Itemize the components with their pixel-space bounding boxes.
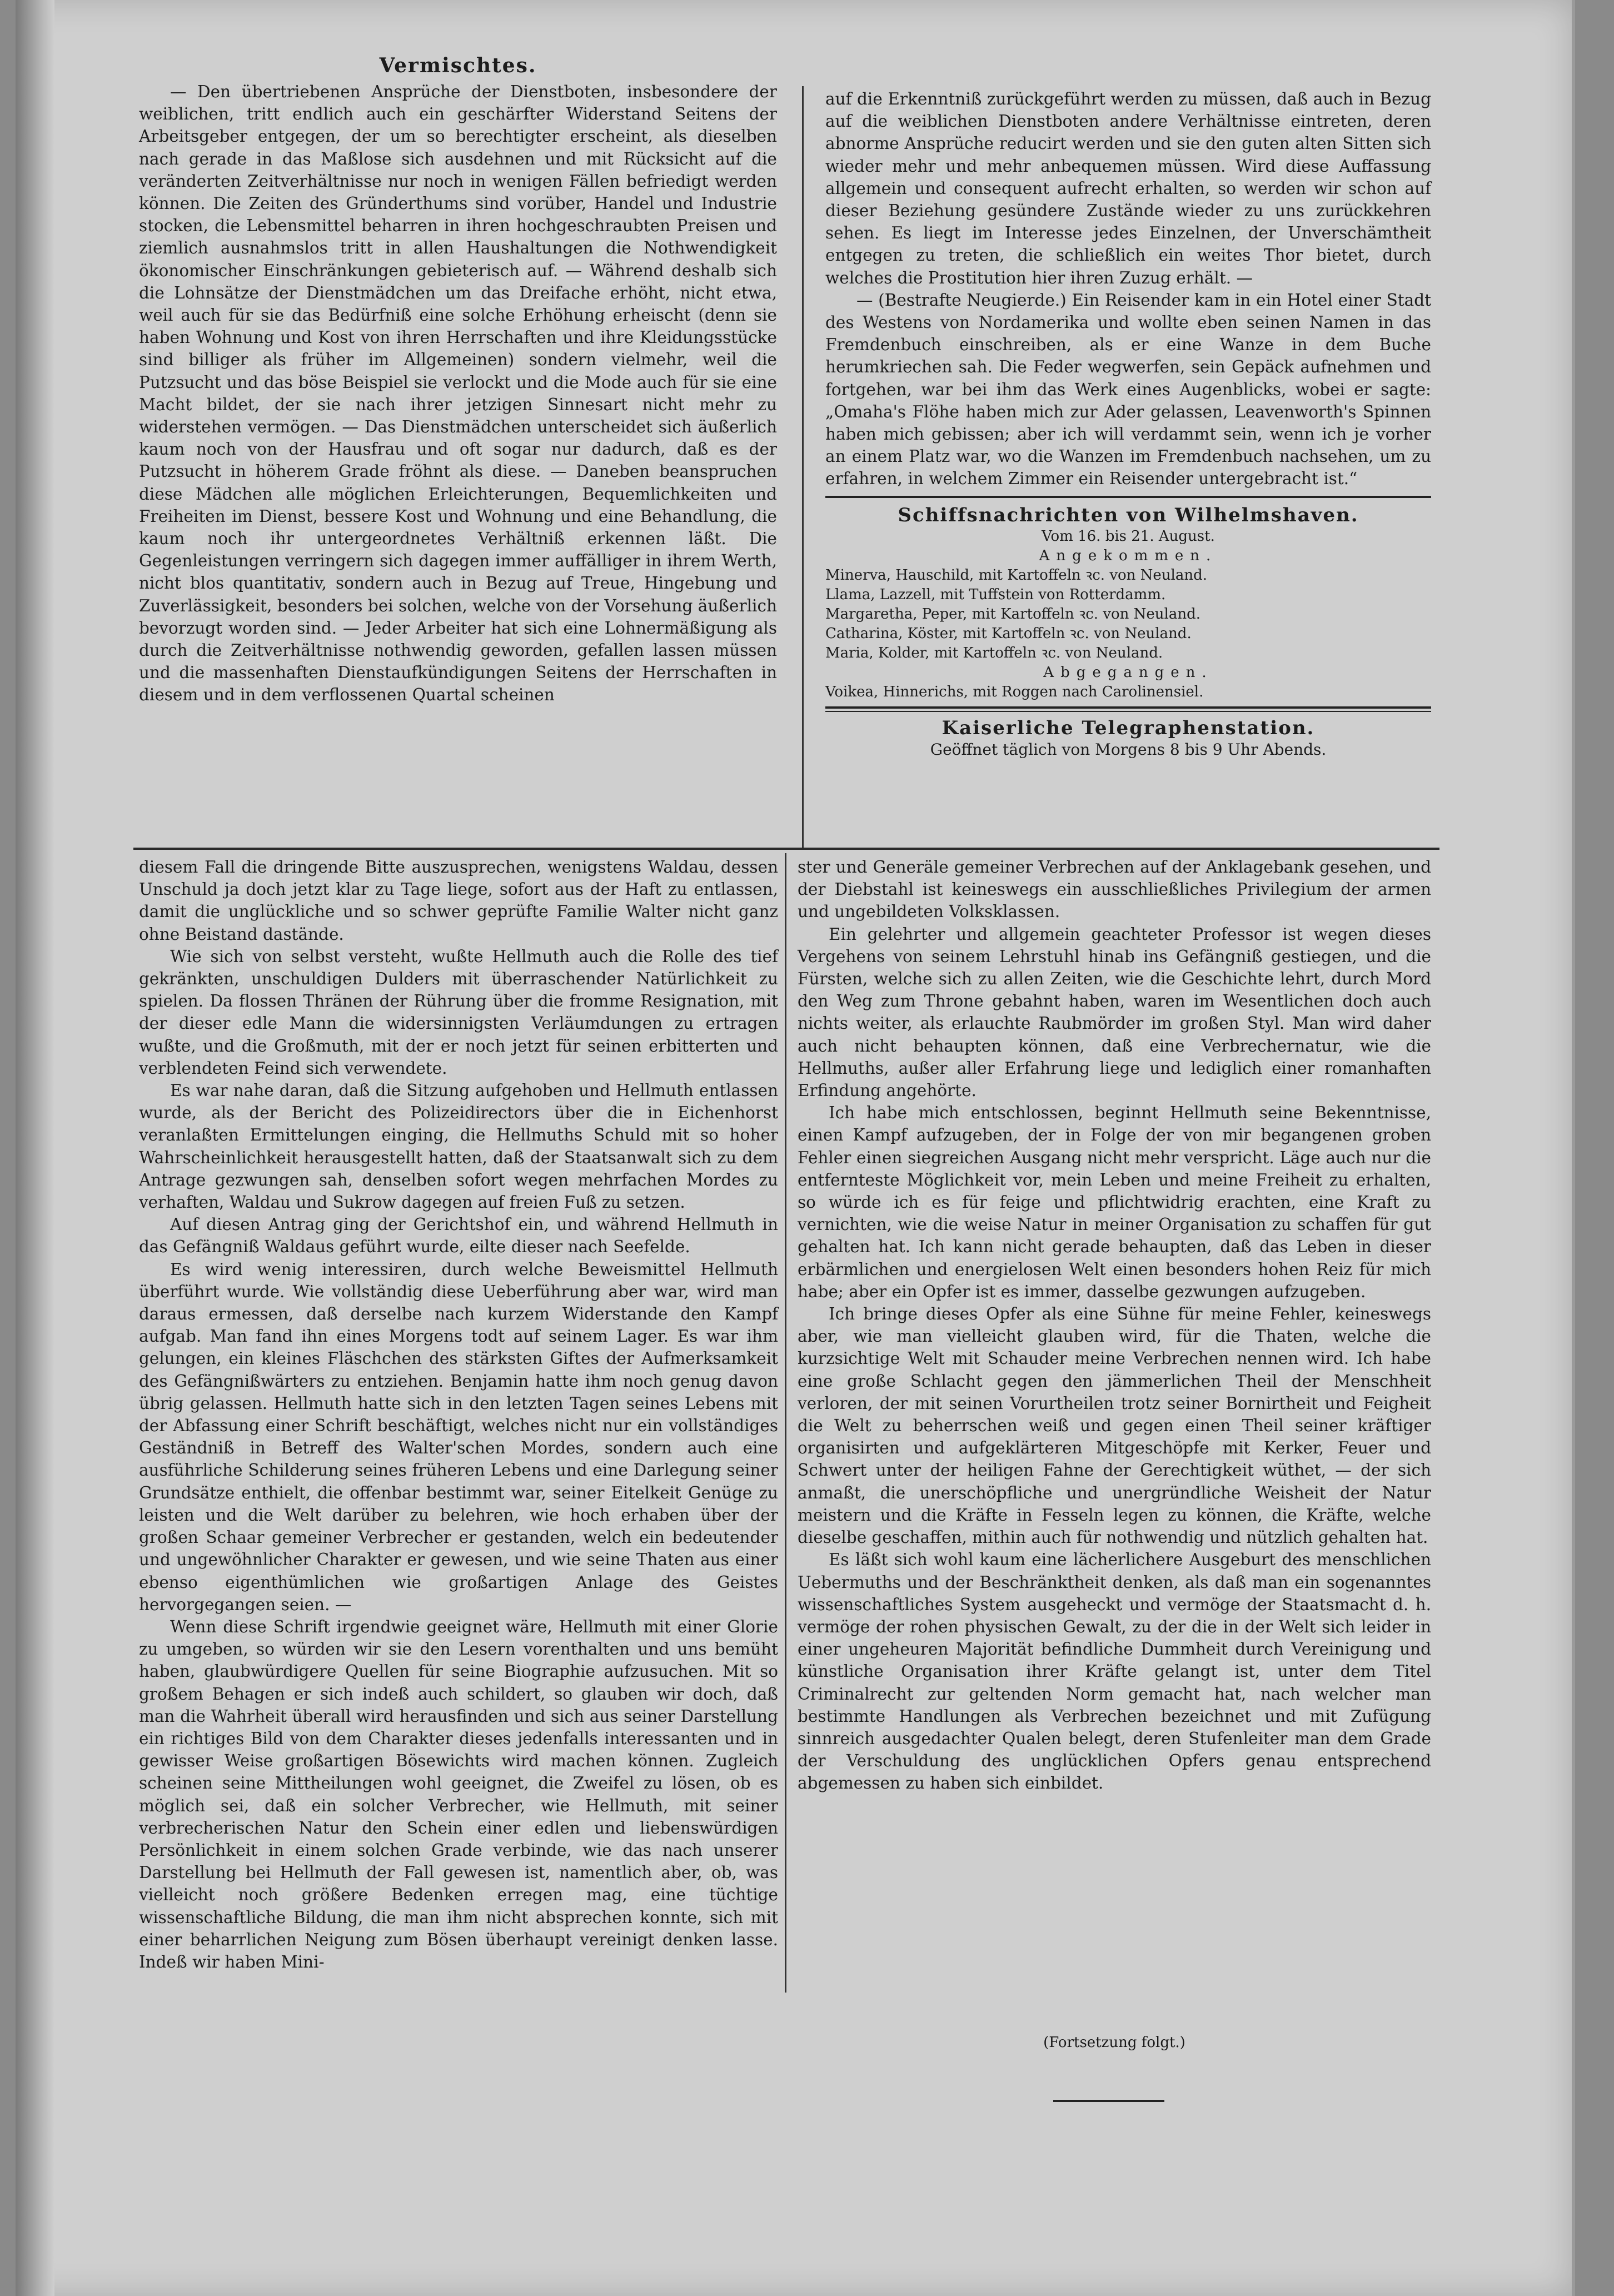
to-be-continued: (Fortsetzung folgt.) bbox=[1043, 2034, 1185, 2051]
ships-dates: Vom 16. bis 21. August. bbox=[1042, 527, 1215, 545]
novel-paragraph: Wenn diese Schrift irgendwie geeignet wäre, Hellmuth mit einer Glorie zu umgeben, so würden wir sie den Lesern vorenthalten und uns bemüht haben, glaubwürdigere Quellen für seine Biographie aufzusuchen. Mit so großem Behagen er sich indeß auch schildert, so glauben wir doch, daß man die Wahrheit überall wird herausfinden und sich aus seiner Darstellung ein richtiges Bild von dem Charakter dieses jedenfalls interessanten und in gewisser Weise großartigen Bösewichts wird machen können. Zugleich scheinen seine Mittheilungen wohl geeignet, die Zweifel zu lösen, ob es möglich sei, daß ein solcher Verbrecher, wie Hellmuth, mit seiner verbrecherischen Natur den Schein einer edlen und liebenswürdigen Persönlichkeit in einem solchen Grade verbinde, wie das nach unserer Darstellung bei Hellmuth der Fall gewesen ist, namentlich aber, ob, was vielleicht noch größere Bedenken erregen mag, eine tüchtige wissenschaftliche Bildung, die man ihm nicht absprechen konnte, sich mit einer beharrlichen Neigung zum Bösen überhaupt vereinigt denken lasse. Indeß wir haben Mini- bbox=[139, 1617, 778, 1971]
departed-label: Abgegangen. bbox=[1043, 664, 1213, 681]
column-divider-top bbox=[802, 86, 804, 848]
novel-paragraph: Es war nahe daran, daß die Sitzung aufgehoben und Hellmuth entlassen wurde, als der Bericht des Polizeidirectors über die in Eichenhorst veranlaßten Ermittelungen einging, die Hellmuths Schuld mit so hoher Wahrscheinlichkeit herausgestellt hatten, daß der Staatsanwalt sich zu dem Antrage gezwungen sah, denselben sofort wegen mehrfachen Mordes zu verhaften, Waldau und Sukrow dagegen auf freien Fuß zu setzen. bbox=[139, 1081, 778, 1212]
rule bbox=[825, 496, 1431, 498]
arrived-label: Angekommen. bbox=[1039, 547, 1218, 564]
vermischtes-column bbox=[139, 53, 777, 706]
novel-paragraph: Ein gelehrter und allgemein geachteter Professor ist wegen dieses Vergehens von seinem Lehrstuhl hinab ins Gefängniß gestiegen, und die Fürsten, welche sich zu allen Zeiten, wie die Geschichte lehrt, durch Mord den Weg zum Throne gebahnt haben, waren im Wesentlichen doch auch nichts weiter, als erlauchte Raubmörder im großen Styl. Man wird daher auch nicht behaupten können, daß eine Verbrechernatur, wie die Hellmuths, außer aller Erfahrung liege und lediglich einer romanhaften Erfindung angehörte. bbox=[798, 924, 1431, 1100]
departed-item: Voikea, Hinnerichs, mit Roggen nach Carolinensiel. bbox=[825, 683, 1204, 700]
page-spine-shadow bbox=[16, 0, 54, 2296]
novel-paragraph: Es läßt sich wohl kaum eine lächerlichere Ausgeburt des menschlichen Uebermuths und der Beschränktheit denken, als daß man ein sogenanntes wissenschaftliches System ausgeheckt und vermöge der Staatsmacht d. h. vermöge der rohen physischen Gewalt, zu der die in der Welt sich leider in einer ungeheuren Majorität befindliche Dummheit durch Vereinigung und künstliche Organisation ihrer Kräfte gelangt ist, unter dem Titel Criminalrecht zur geltenden Norm gemacht hat, nach welcher man bestimmte Handlungen als Verbrechen bezeichnet und mit Zufügung sinnreich ausgedachter Qualen belegt, deren Stufenleiter man dem Grade der Verschuldung des unglücklichen Opfers genau entsprechend abgemessen zu haben sich einbildet. bbox=[798, 1550, 1431, 1793]
feuilleton-right-column bbox=[798, 856, 1431, 1795]
article-dienstboten: — Den übertriebenen Ansprüche der Dienstboten, insbesondere der weiblichen, tritt endlich auch ein geschärfter Widerstand Seitens der Arbeitsgeber entgegen, der um so berechtigter erscheint, als dieselben nach gerade in das Maßlose sich ausdehnen und mit Rücksicht auf die veränderten Zeitverhältnisse nur noch in wenigen Fällen befriedigt werden können. Die Zeiten des Gründerthums sind vorüber, Handel und Industrie stocken, die Lebensmittel beharren in ihren hochgeschraubten Preisen und ziemlich ausnahmslos tritt in allen Haushaltungen die Nothwendigkeit ökonomischer Einschränkungen gebieterisch auf. — Während deshalb sich die Lohnsätze der Dienstmädchen um das Dreifache erhöht, nicht etwa, weil auch für sie das Bedürfniß eine solche Erhöhung erheischt (denn sie haben Wohnung und Kost von ihren Herrschaften und ihre Kleidungsstücke sind billiger als früher im Allgemeinen) sondern vielmehr, weil die Putzsucht und das böse Beispiel sie verlockt und die Mode auch für sie eine Macht bildet, der sie nach ihrer jetzigen Sinnesart nicht mehr zu widerstehen vermögen. — Das Dienstmädchen unterscheidet sich äußerlich kaum noch von der Hausfrau und oft sogar nur dadurch, daß es der Putzsucht in höherem Grade fröhnt als diese. — Daneben beanspruchen diese Mädchen alle möglichen Erleichterungen, Bequemlichkeiten und Freiheiten im Dienst, bessere Kost und Wohnung und eine Behandlung, die kaum noch ihr untergeordnetes Verhältniß erkennen läßt. Die Gegenleistungen verringern sich dagegen immer auffälliger in ihrem Werth, nicht blos quantitativ, sondern auch in Bezug auf Treue, Hingebung und Zuverlässigkeit, besonders bei solchen, welche von der Vorsehung äußerlich bevorzugt worden sind. — Jeder Arbeiter hat sich eine Lohnermäßigung als durch die Zeitverhältnisse nothwendig geworden, gefallen lassen müssen und die massenhaften Dienstaufkündigungen Seitens der Herrschaften in diesem und in dem verflossenen Quartal scheinen bbox=[139, 82, 777, 705]
novel-paragraph: Auf diesen Antrag ging der Gerichtshof ein, und während Hellmuth in das Gefängniß Waldaus geführt wurde, eilte dieser nach Seefelde. bbox=[139, 1215, 778, 1257]
telegraph-hours: Geöffnet täglich von Morgens 8 bis 9 Uhr Abends. bbox=[930, 740, 1327, 759]
telegraph-heading: Kaiserliche Telegraphenstation. bbox=[942, 716, 1315, 739]
arrived-item: Minerva, Hauschild, mit Kartoffeln ꝛc. von Neuland. bbox=[825, 566, 1208, 584]
arrived-item: Catharina, Köster, mit Kartoffeln ꝛc. von Neuland. bbox=[825, 625, 1192, 642]
article-dienstboten-continued: auf die Erkenntniß zurückgeführt werden zu müssen, daß auch in Bezug auf die weiblichen Dienstboten andere Verhältnisse eintreten, deren abnorme Ansprüche reducirt werden und sie den guten alten Sitten sich wieder mehr und mehr anbequemen müssen. Wird diese Auffassung allgemein und consequent aufrecht erhalten, so werden wir schon auf dieser Beziehung gesündere Zustände wieder zu uns zurückkehren sehen. Es liegt im Interesse jedes Einzelnen, der Unverschämtheit entgegen zu treten, die schließlich ein weites Thor bietet, durch welches die Prostitution hier ihren Zuzug erhält. — bbox=[825, 89, 1431, 287]
novel-paragraph: Ich bringe dieses Opfer als eine Sühne für meine Fehler, keineswegs aber, wie man vielleicht glauben wird, für die Thaten, welche die kurzsichtige Welt mit Schauder meine Verbrechen nennen wird. Ich habe eine große Schlacht gegen den jämmerlichen Theil der Menschheit verloren, der mit seinen Vorurtheilen trotz seiner Bornirtheit und Feigheit die Welt zu beherrschen weiß und gegen einen Theil seiner kräftiger organisirten und aufgeklärteren Mitgeschöpfe mit Kerker, Feuer und Schwert unter der heiligen Fahne der Gerechtigkeit wüthet, — der sich anmaßt, die unerschöpfliche und unergründliche Weisheit der Natur meistern und die Kräfte in Fesseln legen zu können, die Kräfte, welche dieselbe geschaffen, mithin auch für nothwendig und nützlich gehalten hat. bbox=[798, 1304, 1431, 1547]
end-rule bbox=[1053, 2100, 1164, 2102]
arrived-item: Llama, Lazzell, mit Tuffstein von Rotterdamm. bbox=[825, 586, 1166, 603]
ships-heading: Schiffsnachrichten von Wilhelmshaven. bbox=[898, 504, 1359, 526]
column-divider-bottom bbox=[785, 853, 786, 1993]
vermischtes-heading: Vermischtes. bbox=[379, 54, 537, 77]
double-rule bbox=[825, 706, 1431, 712]
article-bestrafte-neugierde: — (Bestrafte Neugierde.) Ein Reisender kam in ein Hotel einer Stadt des Westens von Nordamerika und wollte eben seinen Namen in das Fremdenbuch einschreiben, als er eine Wanze in dem Buche herumkriechen sah. Die Feder wegwerfen, sein Gepäck aufnehmen und fortgehen, war bei ihm das Werk eines Augenblicks, wobei er sagte: „Omaha's Flöhe haben mich zur Ader gelassen, Leavenworth's Spinnen haben mich gebissen; aber ich will verdammt sein, wenn ich je vorher an einem Platz war, wo die Wanzen im Fremdenbuch nachsehen, um zu erfahren, in welchem Zimmer ein Reisender untergebracht ist.“ bbox=[825, 290, 1431, 489]
novel-paragraph: Es wird wenig interessiren, durch welche Beweismittel Hellmuth überführt wurde. Wie vollständig diese Ueberführung aber war, wird man daraus ermessen, daß derselbe nach kurzem Widerstande den Kampf aufgab. Man fand ihn eines Morgens todt auf seinem Lager. Es war ihm gelungen, ein kleines Fläschchen des stärksten Giftes der Aufmerksamkeit des Gefängnißwärters zu entziehen. Benjamin hatte ihm noch genug davon übrig gelassen. Hellmuth hatte sich in den letzten Tagen seines Lebens mit der Abfassung einer Schrift beschäftigt, welches nicht nur ein vollständiges Geständniß in Betreff des Walter'schen Mordes, sondern auch eine ausführliche Schilderung seines früheren Lebens und eine Darlegung seiner Grundsätze enthielt, die offenbar bestimmt war, seiner Eitelkeit Genüge zu leisten und die Welt darüber zu belehren, wie hoch erhaben über der großen Schaar gemeiner Verbrecher er gestanden, welch ein bedeutender und ungewöhnlicher Charakter er gewesen, und wie seine Thaten aus einer ebenso eigenthümlichen wie großartigen Anlage des Geistes hervorgegangen seien. — bbox=[139, 1259, 778, 1614]
novel-paragraph: ster und Generäle gemeiner Verbrechen auf der Anklagebank gesehen, und der Diebstahl ist keineswegs ein ausschließliches Privilegium der armen und ungebildeten Volksklassen. bbox=[798, 858, 1431, 922]
novel-paragraph: Wie sich von selbst versteht, wußte Hellmuth auch die Rolle des tief gekränkten, unschuldigen Dulders mit überraschender Natürlichkeit zu spielen. Da flossen Thränen der Rührung über die fromme Resignation, mit der dieser edle Mann die widersinnigsten Verläumdungen zu ertragen wußte, und die Großmuth, mit der er noch jetzt für seinen erbitterten und verblendeten Feind sich verwendete. bbox=[139, 947, 778, 1078]
arrived-item: Maria, Kolder, mit Kartoffeln ꝛc. von Neuland. bbox=[825, 644, 1163, 661]
right-top-column bbox=[825, 88, 1431, 759]
arrived-item: Margaretha, Peper, mit Kartoffeln ꝛc. von Neuland. bbox=[825, 605, 1201, 622]
feuilleton-left-column bbox=[139, 856, 778, 1973]
novel-paragraph: Ich habe mich entschlossen, beginnt Hellmuth seine Bekenntnisse, einen Kampf aufzugeben, der in Folge der von mir begangenen groben Fehler einen siegreichen Ausgang nicht mehr verspricht. Läge auch nur die entfernteste Möglichkeit vor, mein Leben und meine Freiheit zu erhalten, so würde ich es für feige und pflichtwidrig erachten, eine Kraft zu vernichten, wie die weise Natur in meiner Organisation zu schaffen für gut gehalten hat. Ich kann nicht gerade behaupten, daß das Leben in dieser erbärmlichen und energielosen Welt einen besonders hohen Reiz für mich habe; aber ein Opfer ist es immer, dasselbe gezwungen aufzugeben. bbox=[798, 1103, 1431, 1301]
novel-paragraph: diesem Fall die dringende Bitte auszusprechen, wenigstens Waldau, dessen Unschuld ja doch jetzt klar zu Tage liege, sofort aus der Haft zu entlassen, damit die unglückliche und so schwer geprüfte Familie Walter nicht ganz ohne Beistand dastände. bbox=[139, 858, 778, 944]
section-divider bbox=[133, 848, 1439, 850]
